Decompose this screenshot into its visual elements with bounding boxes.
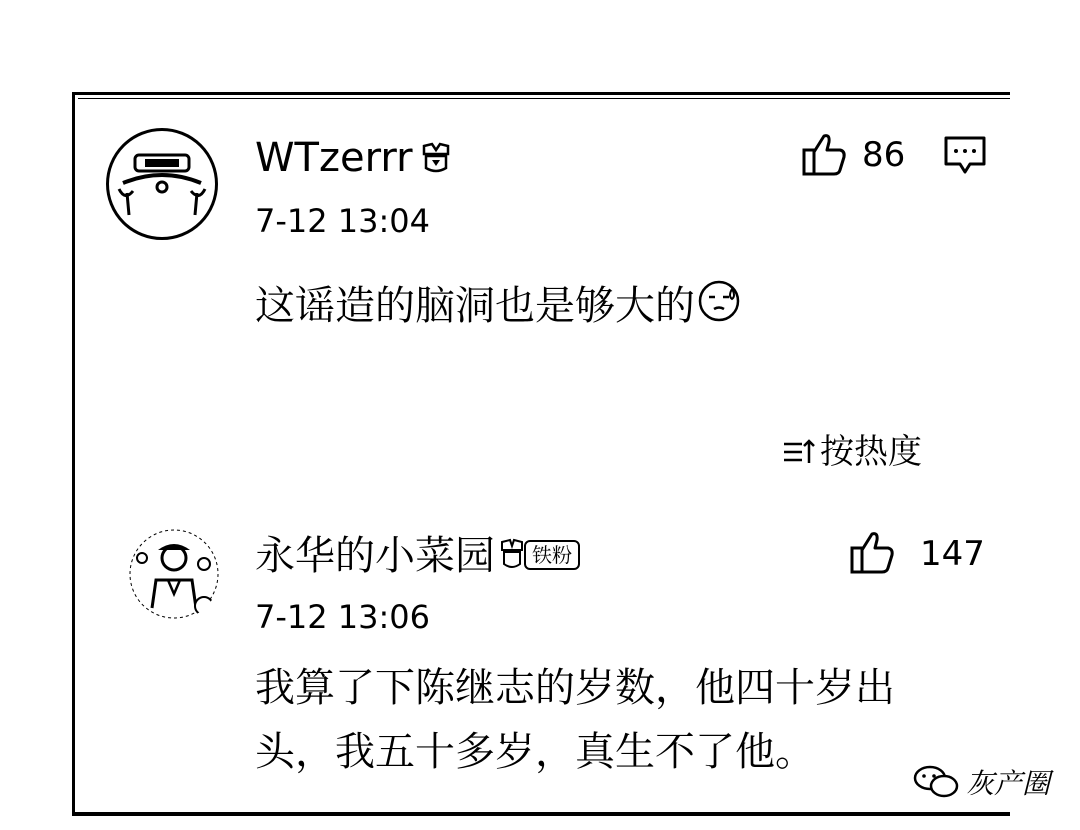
reply-button[interactable] — [942, 134, 988, 180]
comment-text-content: 这谣造的脑洞也是够大的 — [255, 283, 695, 329]
comment-username[interactable]: 永华的小菜园 — [255, 533, 495, 579]
watermark — [912, 762, 1050, 802]
fan-badge-label: 铁粉 — [524, 540, 580, 570]
thumbs-up-icon — [800, 130, 848, 178]
sort-toggle[interactable] — [782, 432, 922, 472]
avatar[interactable] — [128, 528, 220, 620]
thumbs-up-icon — [848, 528, 896, 576]
like-button[interactable] — [848, 528, 896, 580]
comment-username[interactable]: WTzerrr — [255, 135, 413, 181]
fan-badge — [498, 538, 580, 572]
watermark-text: 灰产圈 — [966, 767, 1051, 800]
sort-label: 按热度 — [820, 432, 922, 472]
comment-timestamp: 7-12 13:06 — [255, 598, 431, 636]
sort-icon — [782, 435, 816, 469]
wechat-icon — [912, 764, 960, 800]
like-count: 147 — [920, 534, 985, 574]
avatar[interactable] — [106, 128, 218, 240]
comment-timestamp: 7-12 13:04 — [255, 202, 431, 240]
user-level-badge-icon — [418, 140, 454, 180]
comment-bubble-icon — [942, 134, 988, 176]
comment-text: 我算了下陈继志的岁数，他四十岁出头，我五十多岁，真生不了他。 — [255, 665, 895, 775]
sweat-emoji-icon — [697, 278, 741, 342]
comment-text — [255, 274, 741, 342]
like-button[interactable] — [800, 130, 848, 182]
like-count: 86 — [862, 135, 906, 175]
fan-badge-icon — [498, 538, 526, 572]
